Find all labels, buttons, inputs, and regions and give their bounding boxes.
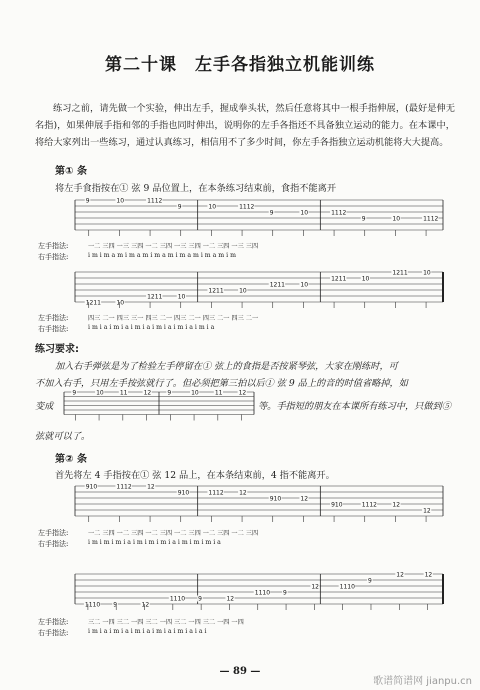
tab-fret-number: 9	[72, 389, 77, 397]
tab-fret-number: 1110	[84, 601, 101, 609]
tab-fret-number: 12	[424, 571, 433, 579]
tab-fret-number: 9	[283, 589, 287, 597]
tab-fret-number: 1112	[331, 209, 347, 217]
s1r1-left-fingers: 一二 三四 一三 三四 一二 三四 一三 三四 一二 三四 一三 三四	[88, 243, 259, 250]
tab-fret-number: 1112	[361, 501, 378, 509]
tab-fret-number: 10	[392, 215, 401, 223]
tab-fret-number: 10	[177, 293, 186, 301]
tab-fret-number: 12	[300, 495, 309, 503]
requirements-line1: 加入右手弹弦是为了检验左手停留在① 弦上的食指是否按紧琴弦，大家在刚练时，可	[55, 361, 398, 372]
tab-fret-number: 1211	[147, 293, 163, 301]
tab-fret-number: 9	[85, 197, 90, 205]
s2r1-left-label: 左手指法:	[38, 529, 69, 537]
s2r1-right-fingers: i m i m i m i a i m i m i m i a i m i m i m i a	[88, 539, 221, 546]
s2r2-left-label: 左手指法:	[38, 618, 69, 626]
page-title: 第二十课 左手各指独立机能训练	[105, 55, 375, 75]
tab-fret-number: 910	[85, 483, 98, 491]
tab-fret-number: 10	[208, 203, 217, 211]
tab-fret-number: 1211	[208, 287, 224, 295]
s2r2-left-fingers: 三二 一四 三二 一四 三二 一四 三二 一四 三二 一四 一四	[88, 619, 244, 626]
tab-fret-number: 1211	[392, 269, 408, 277]
tab-fret-number: 910	[331, 501, 343, 509]
requirements-line4: 弦就可以了。	[35, 431, 91, 442]
requirements-line2: 不加入右手，只用左手按弦就行了。但必须把第三拍以后① 弦 9 品上的音的时值省略掉，如	[35, 378, 408, 389]
tab-fret-number: 12	[396, 571, 404, 579]
tab-fret-number: 9	[167, 389, 172, 397]
tab-fret-number: 9	[113, 601, 118, 609]
requirements-heading: 练习要求:	[35, 344, 79, 355]
tab-fret-number: 1110	[169, 595, 186, 603]
tab-fret-number: 10	[423, 269, 431, 277]
page-number: — 89 —	[219, 666, 261, 677]
tab-fret-number: 10	[300, 281, 309, 289]
tab-fret-number: 1112	[147, 197, 163, 205]
tab-fret-number: 11	[119, 389, 128, 397]
tab-fret-number: 1112	[208, 489, 224, 497]
tab-fret-number: 10	[96, 389, 104, 397]
tab-fret-number: 9	[177, 203, 182, 211]
tab-fret-number: 9	[269, 209, 274, 217]
tab-fret-number: 10	[191, 389, 199, 397]
tab-fret-number: 1112	[423, 215, 439, 223]
tab-fret-number: 9	[198, 595, 202, 603]
tab-fret-number: 12	[311, 583, 320, 591]
tab-fret-number: 10	[239, 287, 247, 295]
tab-fret-number: 9	[367, 577, 372, 585]
tab-staff-s1-r2	[75, 270, 443, 310]
tab-fret-number: 1110	[254, 589, 271, 597]
tab-fret-number: 11	[214, 389, 223, 397]
tab-fret-number: 1112	[239, 203, 255, 211]
tab-fret-number: 1112	[116, 483, 132, 491]
section2-instruction: 首先将左 4 手指按在① 弦 12 品上，在本条结束前，4 指不能离开。	[55, 470, 335, 481]
intro-paragraph: 练习之前，请先做一个实验，伸出左手，握成拳头状，然后任意将其中一根手指伸展，(最好是伸无名指)，如果伸展手指和邻的手指也同时伸出，说明你的左手各指还不具备独立运动的能力。在本课中，将给大家列出一些练习，通过认真练习，相信用不了多少时间，你左手各指独立运动机能将大大提高。	[35, 103, 455, 148]
requirements-line3-suffix: 等。手指短的朋友在本课所有练习中，只做到⑤	[258, 401, 451, 412]
section1-heading: 第① 条	[55, 166, 87, 177]
s1r2-left-fingers: 四三 二一 四三 三一 四三 二一 四三 二一 四三 二一 四三 二一	[88, 315, 259, 322]
tab-staff-s1-r1	[75, 198, 443, 238]
s1r1-left-label: 左手指法:	[38, 242, 69, 250]
s1r2-left-label: 左手指法:	[38, 314, 69, 322]
s2r1-right-label: 右手指法:	[38, 540, 69, 548]
tab-fret-number: 910	[177, 489, 190, 497]
s2r2-right-fingers: i m i a i m i a i m i a i m i a i m i a i a i	[88, 628, 207, 635]
tab-fret-number: 1110	[339, 583, 355, 591]
tab-fret-number: 12	[239, 489, 247, 497]
tab-fret-number: 910	[269, 495, 282, 503]
tab-fret-number: 10	[361, 275, 370, 283]
tab-fret-number: 10	[300, 209, 309, 217]
tab-fret-number: 10	[116, 299, 125, 307]
tab-fret-number: 12	[141, 601, 150, 609]
tab-fret-number: 12	[143, 389, 152, 397]
tab-fret-number: 1211	[331, 275, 347, 283]
s2r2-right-label: 右手指法:	[38, 629, 69, 637]
tab-fret-number: 12	[392, 501, 401, 509]
tab-staff-example	[64, 390, 254, 420]
requirements-line3-prefix: 变成	[35, 401, 54, 412]
tab-fret-number: 12	[226, 595, 235, 603]
section1-instruction: 将左手食指按在① 弦 9 品位置上，在本条练习结束前，食指不能离开	[55, 183, 337, 194]
s1r1-right-label: 右手指法:	[38, 253, 69, 261]
tab-staff-s2-r2	[75, 572, 443, 612]
s1r2-right-fingers: i m i a i m i a i m i a i m i a i m i a i m i a	[88, 324, 215, 331]
tab-fret-number: 12	[238, 389, 247, 397]
tab-fret-number: 9	[361, 215, 366, 223]
section2-heading: 第② 条	[55, 454, 87, 465]
s1r2-right-label: 右手指法:	[38, 325, 69, 333]
tab-fret-number: 12	[423, 507, 431, 515]
tab-staff-s2-r1	[75, 484, 443, 524]
tab-fret-number: 1211	[269, 281, 286, 289]
tab-fret-number: 10	[116, 197, 125, 205]
s1r1-right-fingers: i m i m a m i m a m i m a m i m a m i m a m i m	[88, 252, 236, 259]
tab-fret-number: 12	[147, 483, 155, 491]
tab-fret-number: 1211	[85, 299, 102, 307]
watermark: 歌谱简谱网 jianpu.cn	[373, 676, 472, 687]
s2r1-left-fingers: 一二 三四 一二 三四 一二 三四 一二 三四 一二 三四 一二 三四	[88, 530, 259, 537]
